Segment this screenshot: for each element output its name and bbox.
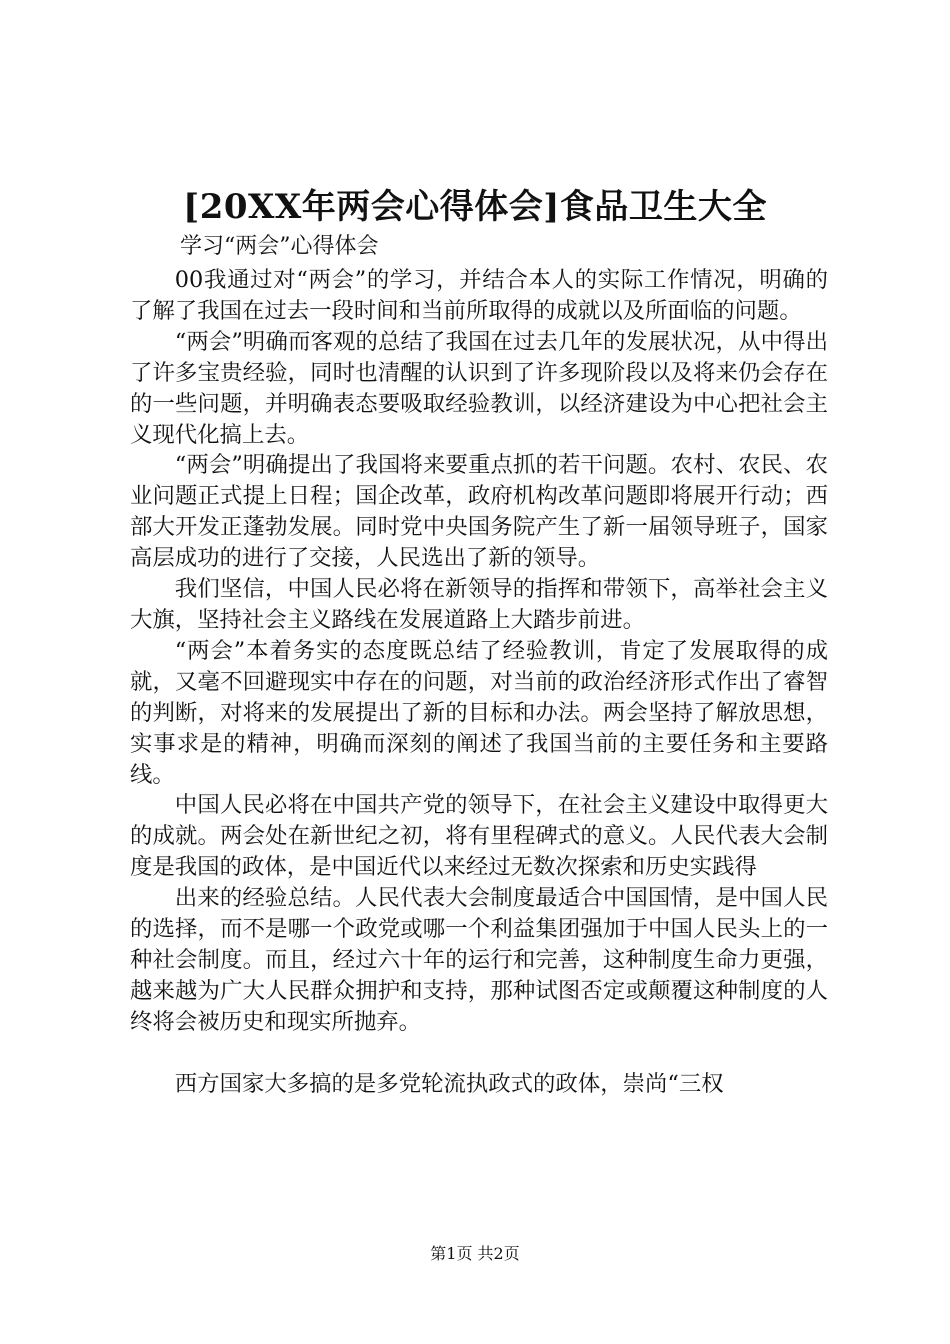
paragraph: 出来的经验总结。人民代表大会制度最适合中国国情，是中国人民的选择，而不是哪一个政党或哪一个利益集团强加于中国人民头上的一种社会制度。而且，经过六十年的运行和完善，这种制度生命力更强，越来越为广大人民群众拥护和支持，那种试图否定或颠覆这种制度的人终将会被历史和现实所抛弃。 [130,885,828,1035]
document-body [130,265,828,1100]
paragraph: “两会”明确提出了我国将来要重点抓的若干问题。农村、农民、农业问题正式提上日程；国企改革，政府机构改革问题即将展开行动；西部大开发正蓬勃发展。同时党中央国务院产生了新一届领导班子，国家高层成功的进行了交接，人民选出了新的领导。 [130,452,828,572]
document-title: [20XX年两会心得体会]食品卫生大全 [183,187,767,227]
paragraph: 00我通过对“两会”的学习，并结合本人的实际工作情况，明确的了解了我国在过去一段时间和当前所取得的成就以及所面临的问题。 [130,267,828,324]
paragraph: “两会”本着务实的态度既总结了经验教训，肯定了发展取得的成就，又毫不回避现实中存在的问题，对当前的政治经济形式作出了睿智的判断，对将来的发展提出了新的目标和办法。两会坚持了解放思想，实事求是的精神，明确而深刻的阐述了我国当前的主要任务和主要路线。 [130,637,828,788]
paragraph: 中国人民必将在中国共产党的领导下，在社会主义建设中取得更大的成就。两会处在新世纪之初，将有里程碑式的意义。人民代表大会制度是我国的政体，是中国近代以来经过无数次探索和历史实践得 [130,792,828,881]
paragraph: 我们坚信，中国人民必将在新领导的指挥和带领下，高举社会主义大旗，坚持社会主义路线在发展道路上大踏步前进。 [130,576,828,633]
paragraph: “两会”明确而客观的总结了我国在过去几年的发展状况，从中得出了许多宝贵经验，同时也清醒的认识到了许多现阶段以及将来仍会存在的一些问题，并明确表态要吸取经验教训，以经济建设为中心把社会主义现代化搞上去。 [130,328,828,448]
document-subtitle: 学习“两会”心得体会 [180,234,379,259]
paragraph: 西方国家大多搞的是多党轮流执政式的政体，崇尚“三权 [174,1070,724,1097]
page-footer: 第1页 共2页 [430,1244,520,1263]
